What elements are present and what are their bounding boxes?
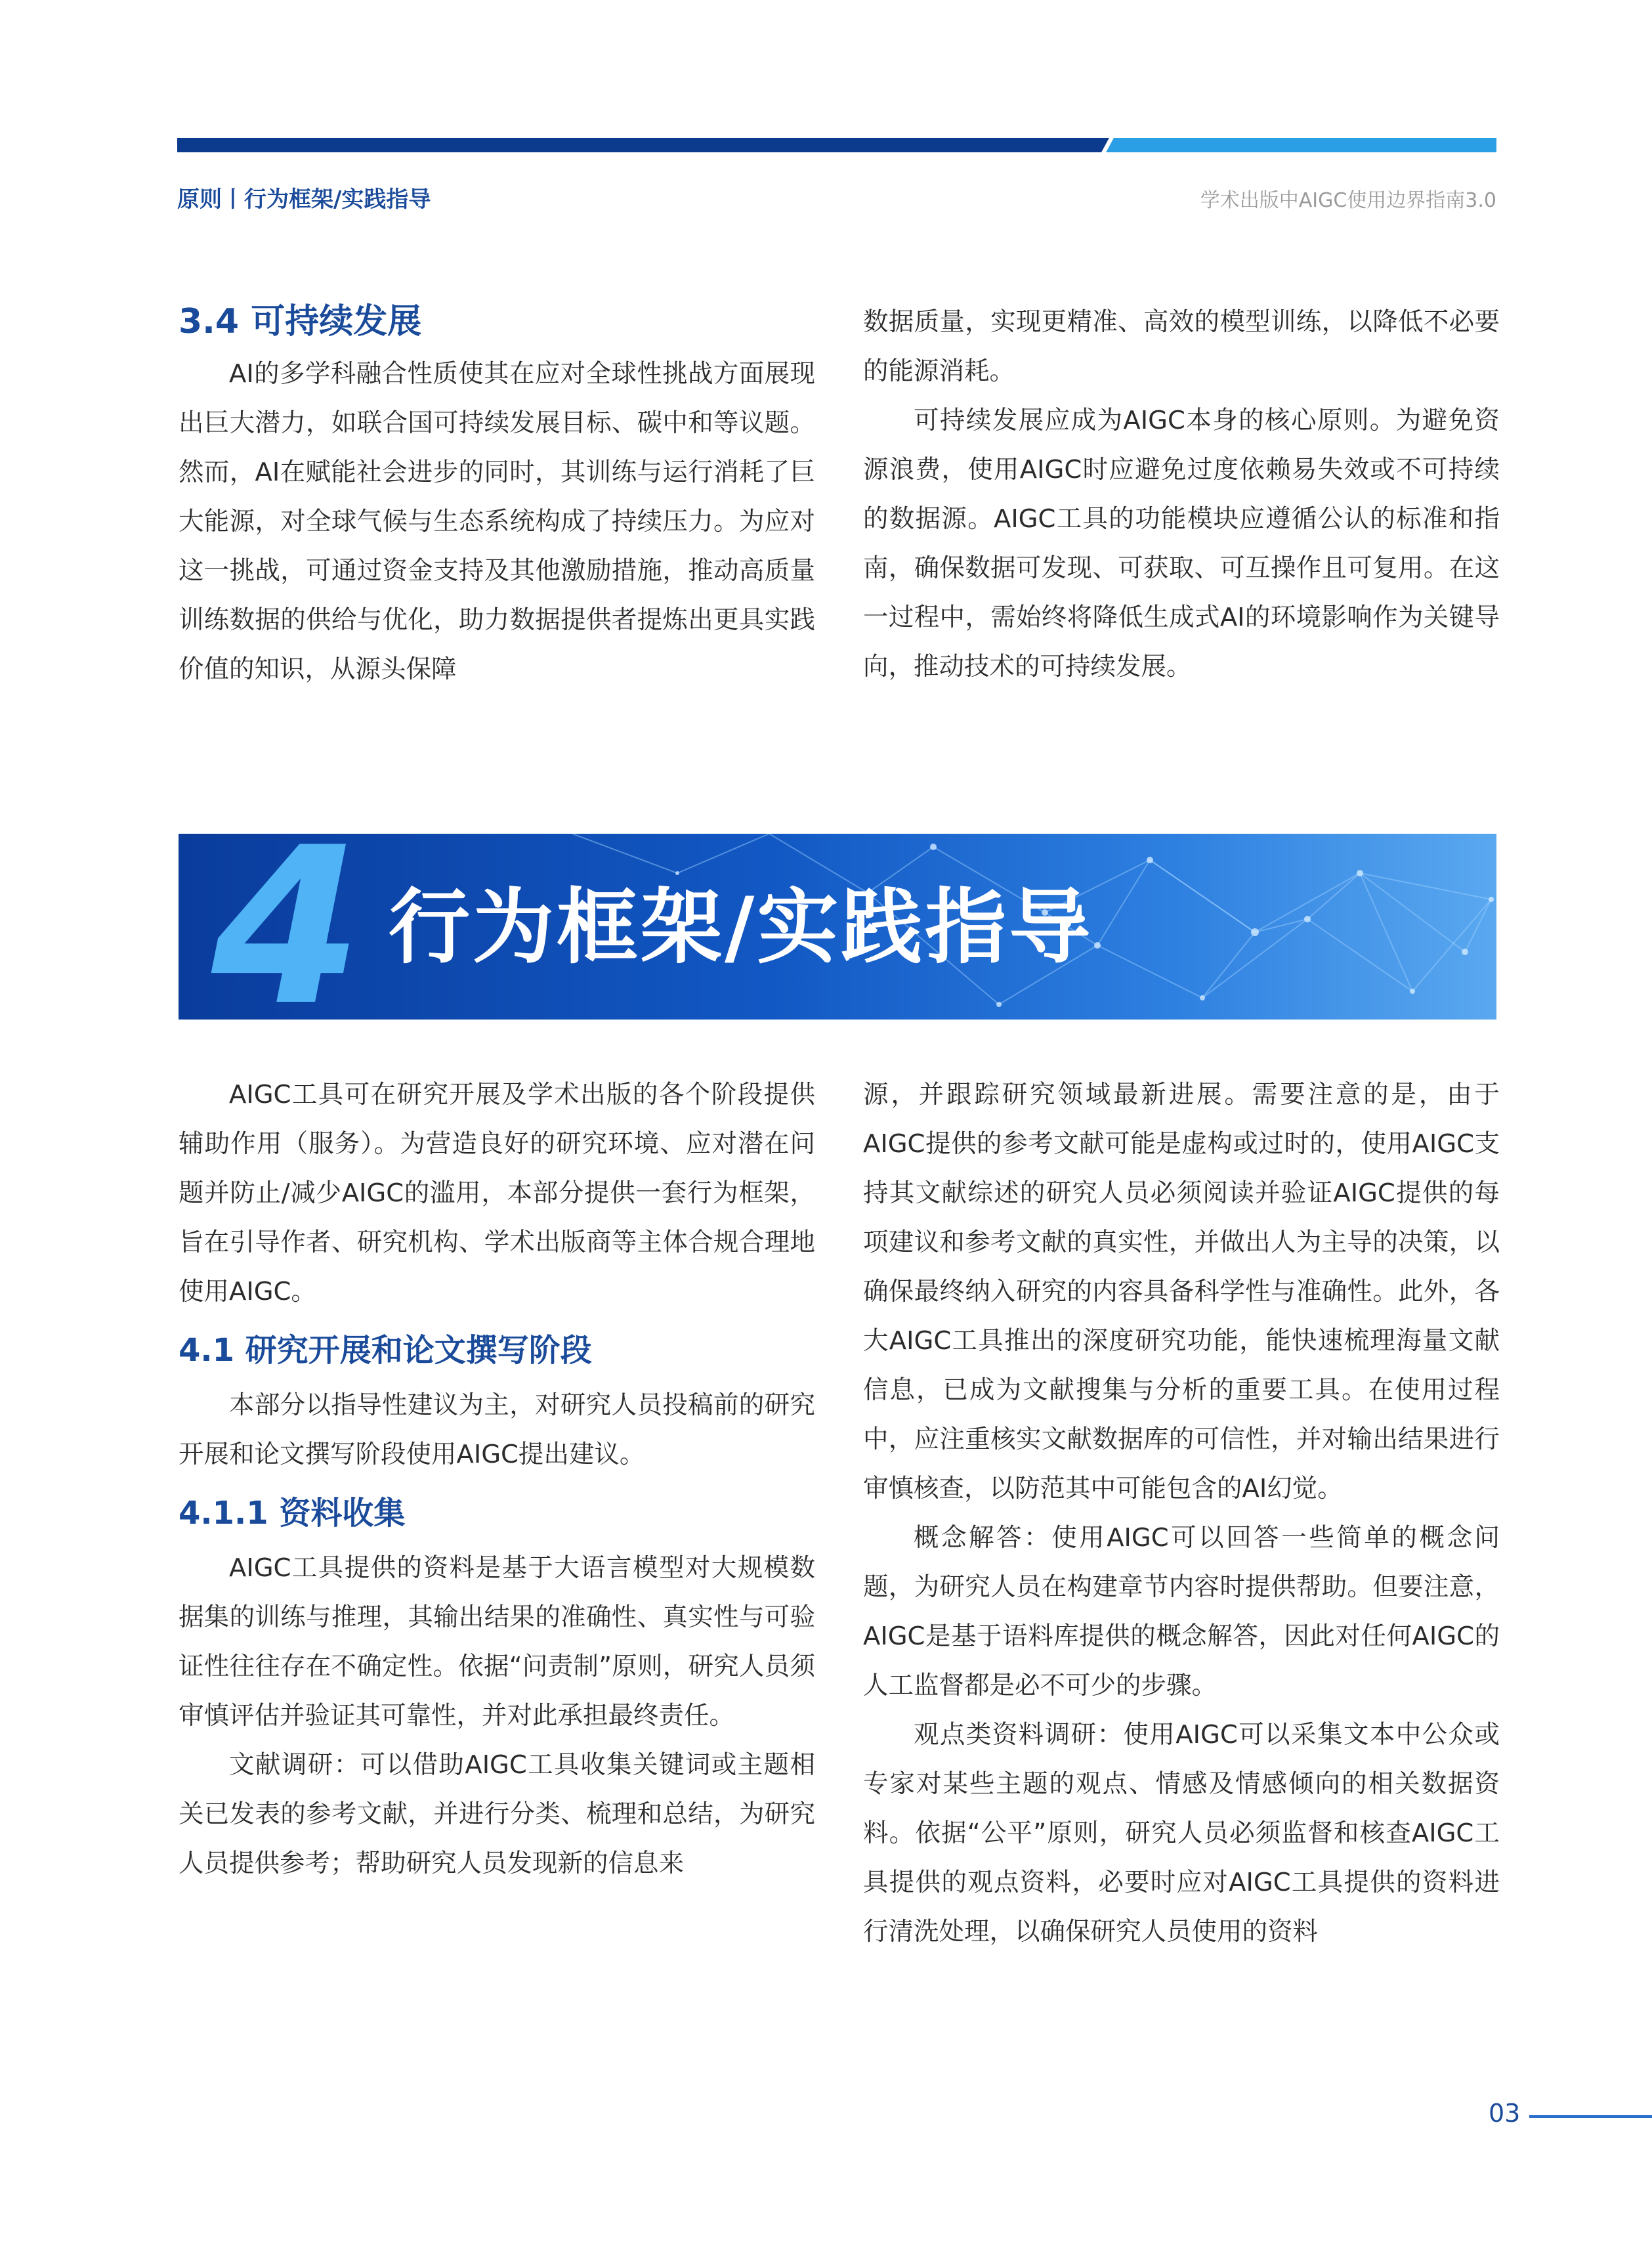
page-number-rule (1529, 2115, 1652, 2118)
sec34-paragraph-1: AI的多学科融合性质使其在应对全球性挑战方面展现出巨大潜力，如联合国可持续发展目标、碳中和等议题。然而，AI在赋能社会进步的同时，其训练与运行消耗了巨大能源，对全球气候与生态系统构成了持续压力。为应对这一挑战，可通过资金支持及其他激励措施，推动高质量训练数据的供给与优化，助力数据提供者提炼出更具实践价值的知识，从源头保障 (179, 359, 815, 684)
header-bar-light (1106, 138, 1496, 152)
sec34-right-column (863, 297, 1500, 691)
sec4-right-column (863, 1070, 1500, 1956)
sec34-heading: 3.4 可持续发展 (179, 302, 422, 341)
header-bar-dark (177, 138, 1109, 152)
sec41-heading: 4.1 研究开展和论文撰写阶段 (179, 1332, 592, 1369)
running-header-title: 学术出版中AIGC使用边界指南3.0 (1200, 189, 1496, 212)
sec34-paragraph-1-cont: 数据质量，实现更精准、高效的模型训练，以降低不必要的能源消耗。 (863, 307, 1500, 386)
sec34-paragraph-2: 可持续发展应成为AIGC本身的核心原则。为避免资源浪费，使用AIGC时应避免过度依赖易失效或不可持续的数据源。AIGC工具的功能模块应遵循公认的标准和指南，确保数据可发现、可获取、可互操作且可复用。在这一过程中，需始终将降低生成式AI的环境影响作为关键导向，推动技术的可持续发展。 (863, 406, 1500, 681)
sec411-paragraph-2: 文献调研：可以借助AIGC工具收集关键词或主题相关已发表的参考文献，并进行分类、梳理和总结，为研究人员提供参考；帮助研究人员发现新的信息来 (179, 1750, 815, 1878)
concept-answer-paragraph: 概念解答：使用AIGC可以回答一些简单的概念问题，为研究人员在构建章节内容时提供帮助。但要注意，AIGC是基于语料库提供的概念解答，因此对任何AIGC的人工监督都是必不可少的步骤。 (863, 1523, 1500, 1700)
sec41-paragraph: 本部分以指导性建议为主，对研究人员投稿前的研究开展和论文撰写阶段使用AIGC提出建议。 (179, 1390, 815, 1469)
chapter-number: 4 (211, 834, 362, 1020)
sec4-left-column (179, 1070, 815, 1888)
running-header-section: 原则丨行为框架/实践指导 (177, 186, 431, 213)
page-number: 03 (1489, 2099, 1521, 2128)
sec4-intro-paragraph: AIGC工具可在研究开展及学术出版的各个阶段提供辅助作用（服务）。为营造良好的研究环境、应对潜在问题并防止/减少AIGC的滥用，本部分提供一套行为框架，旨在引导作者、研究机构、学术出版商等主体合规合理地使用AIGC。 (179, 1080, 815, 1306)
sec411-heading: 4.1.1 资料收集 (179, 1495, 406, 1532)
chapter-banner (179, 834, 1496, 1020)
sec411-paragraph-2-cont: 源，并跟踪研究领域最新进展。需要注意的是，由于AIGC提供的参考文献可能是虚构或过时的，使用AIGC支持其文献综述的研究人员必须阅读并验证AIGC提供的每项建议和参考文献的真实性，并做出人为主导的决策，以确保最终纳入研究的内容具备科学性与准确性。此外，各大AIGC工具推出的深度研究功能，能快速梳理海量文献信息，已成为文献搜集与分析的重要工具。在使用过程中，应注重核实文献数据库的可信性，并对输出结果进行审慎核查，以防范其中可能包含的AI幻觉。 (863, 1080, 1500, 1503)
sec34-left-column (179, 295, 815, 694)
chapter-title: 行为框架/实践指导 (389, 880, 1093, 975)
sec411-paragraph-1: AIGC工具提供的资料是基于大语言模型对大规模数据集的训练与推理，其输出结果的准确性、真实性与可验证性往往存在不确定性。依据“问责制”原则，研究人员须审慎评估并验证其可靠性，并对此承担最终责任。 (179, 1553, 815, 1730)
opinion-research-paragraph: 观点类资料调研：使用AIGC可以采集文本中公众或专家对某些主题的观点、情感及情感倾向的相关数据资料。依据“公平”原则，研究人员必须监督和核查AIGC工具提供的观点资料，必要时应对AIGC工具提供的资料进行清洗处理，以确保研究人员使用的资料 (863, 1720, 1500, 1946)
